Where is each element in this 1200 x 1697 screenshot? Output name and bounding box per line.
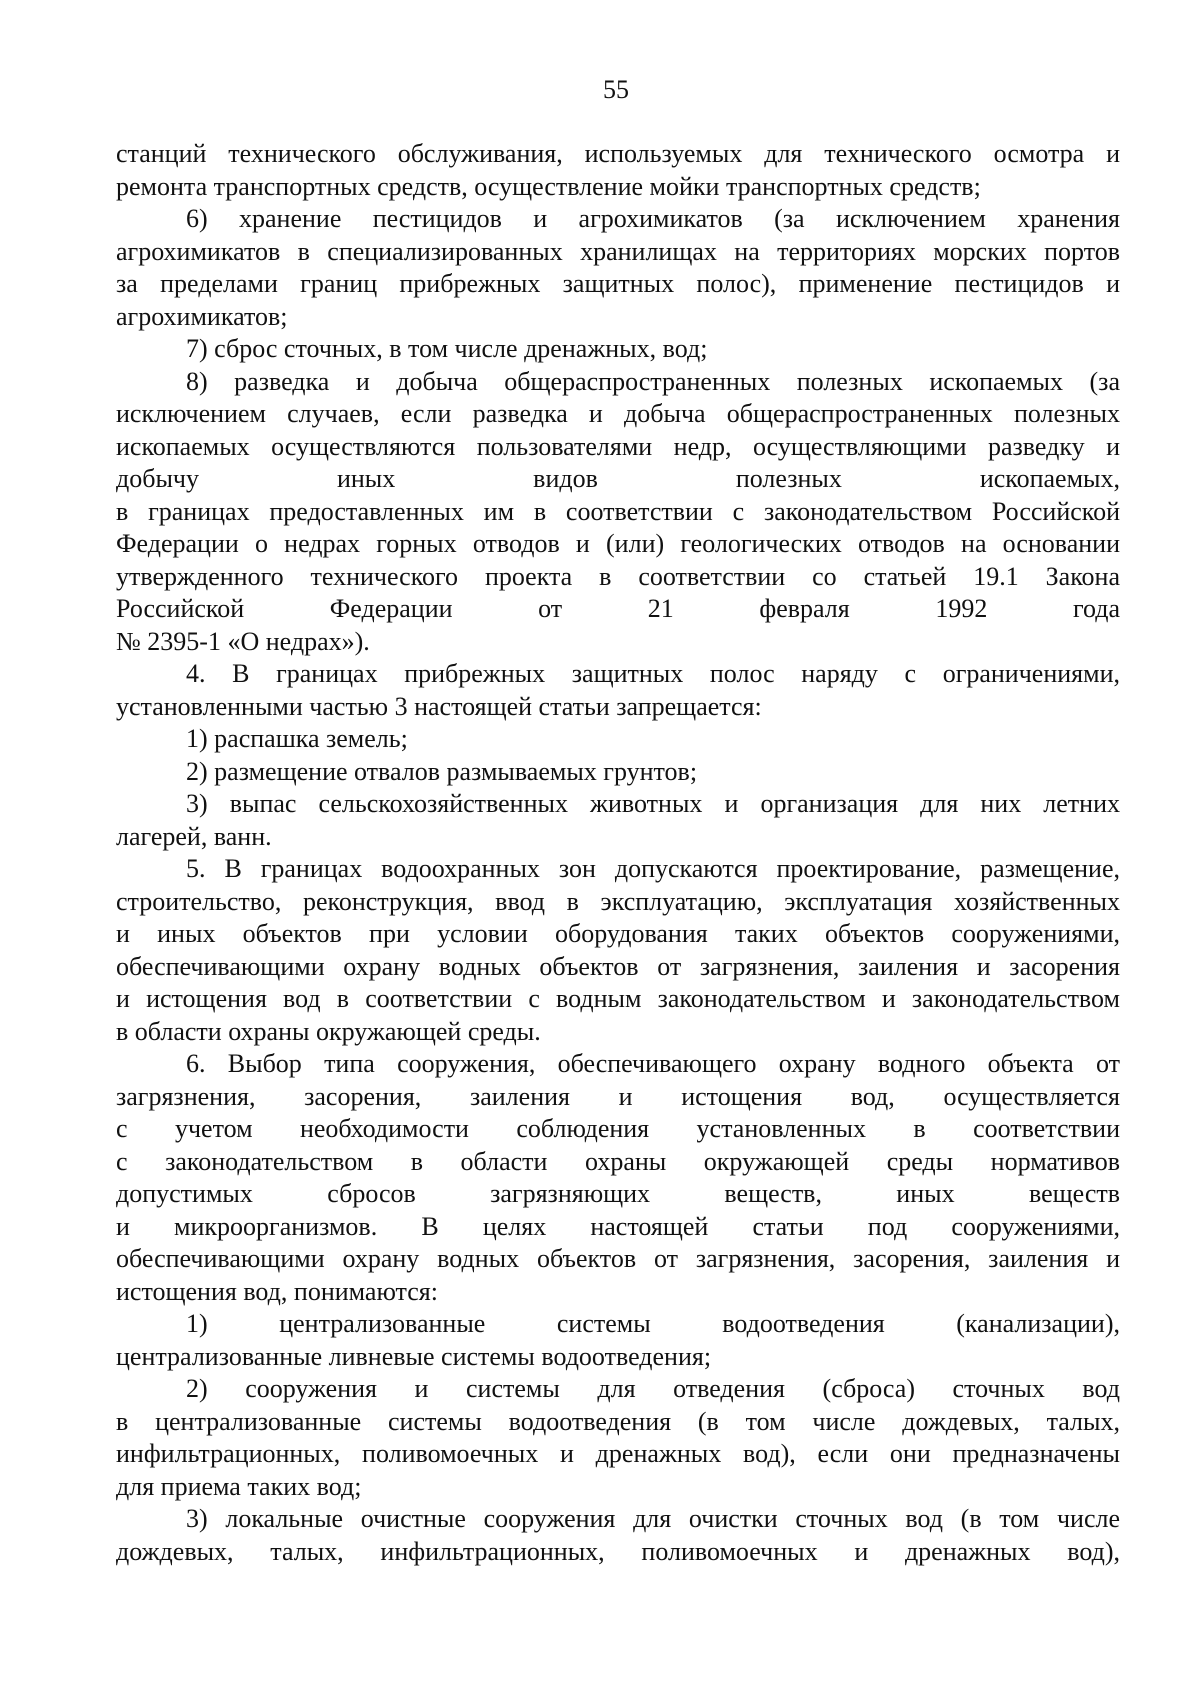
text-line: и истощения вод в соответствии с водным законодательством и законодательством [116, 984, 1120, 1013]
text-line: 3) выпас сельскохозяйственных животных и организация для них летних [186, 789, 1120, 818]
text-line: с законодательством в области охраны окружающей среды нормативов [116, 1146, 1120, 1176]
text-line: истощения вод, понимаются: [116, 1276, 438, 1306]
text-line: 7) сброс сточных, в том числе дренажных, вод; [186, 334, 708, 363]
text-line: за пределами границ прибрежных защитных полос), применение пестицидов и [116, 269, 1120, 298]
text-line: 6. Выбор типа сооружения, обеспечивающего охрану водного объекта от [186, 1049, 1120, 1078]
text-line: агрохимикатов в специализированных хранилищах на территориях морских портов [116, 236, 1120, 266]
text-line: загрязнения, засорения, заиления и истощения вод, осуществляется [116, 1081, 1120, 1111]
text-line: утвержденного технического проекта в соответствии со статьей 19.1 Закона [116, 561, 1120, 591]
text-line: обеспечивающими охрану водных объектов от загрязнения, заиления и засорения [116, 951, 1120, 981]
text-line: обеспечивающими охрану водных объектов от загрязнения, засорения, заиления и [116, 1244, 1120, 1273]
text-line: дождевых, талых, инфильтрационных, поливомоечных и дренажных вод), [116, 1536, 1120, 1566]
text-line: исключением случаев, если разведка и добыча общераспространенных полезных [116, 399, 1120, 428]
text-line: в централизованные системы водоотведения (в том числе дождевых, талых, [116, 1406, 1120, 1436]
text-line: 1) централизованные системы водоотведения (канализации), [186, 1309, 1120, 1338]
text-line: 2) размещение отвалов размываемых грунтов; [186, 756, 698, 786]
text-line: инфильтрационных, поливомоечных и дренажных вод), если они предназначены [116, 1439, 1120, 1468]
text-line: 1) распашка земель; [186, 724, 408, 753]
text-line: и микроорганизмов. В целях настоящей статьи под сооружениями, [116, 1211, 1120, 1241]
text-line: № 2395-1 «О недрах»). [116, 626, 370, 656]
text-line: и иных объектов при условии оборудования таких объектов сооружениями, [116, 919, 1120, 948]
document-body [116, 138, 1120, 1568]
text-line: Федерации о недрах горных отводов и (или) геологических отводов на основании [116, 529, 1120, 558]
text-line: для приема таких вод; [116, 1471, 362, 1501]
text-line: 8) разведка и добыча общераспространенных полезных ископаемых (за [186, 366, 1120, 396]
text-line: ископаемых осуществляются пользователями недр, осуществляющими разведку и [116, 431, 1120, 461]
text-line: 6) хранение пестицидов и агрохимикатов (за исключением хранения [186, 204, 1120, 233]
text-line: 4. В границах прибрежных защитных полос наряду с ограничениями, [186, 659, 1120, 688]
text-line: 5. В границах водоохранных зон допускаются проектирование, размещение, [186, 854, 1120, 883]
text-line: ремонта транспортных средств, осуществление мойки транспортных средств; [116, 171, 981, 201]
text-line: лагерей, ванн. [116, 821, 272, 851]
text-line: 3) локальные очистные сооружения для очистки сточных вод (в том числе [186, 1504, 1120, 1533]
text-line: в границах предоставленных им в соответствии с законодательством Российской [116, 496, 1120, 526]
text-line: станций технического обслуживания, используемых для технического осмотра и [116, 139, 1120, 168]
text-line: агрохимикатов; [116, 301, 288, 331]
text-line: добычу иных видов полезных ископаемых, [116, 464, 1120, 493]
text-line: Российской Федерации от 21 февраля 1992 года [116, 594, 1120, 623]
text-line: установленными частью 3 настоящей статьи запрещается: [116, 691, 762, 721]
text-line: в области охраны окружающей среды. [116, 1016, 541, 1046]
text-line: с учетом необходимости соблюдения установленных в соответствии [116, 1114, 1120, 1143]
text-line: 2) сооружения и системы для отведения (сброса) сточных вод [186, 1374, 1120, 1403]
text-line: строительство, реконструкция, ввод в эксплуатацию, эксплуатация хозяйственных [116, 886, 1120, 916]
text-line: допустимых сбросов загрязняющих веществ, иных веществ [116, 1179, 1120, 1208]
page-number: 55 [603, 75, 629, 104]
text-line: централизованные ливневые системы водоотведения; [116, 1341, 712, 1371]
